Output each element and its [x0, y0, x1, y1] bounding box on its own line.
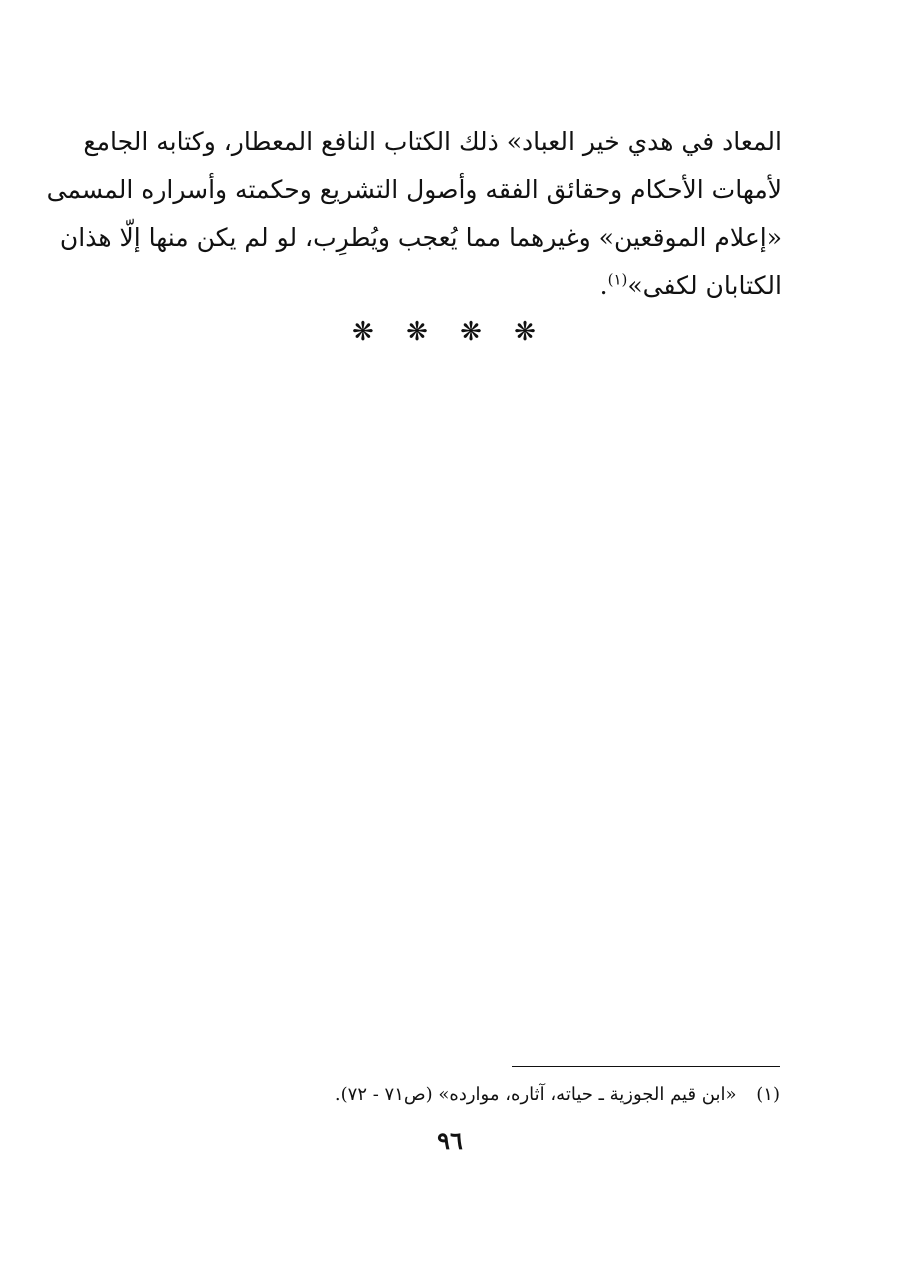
footnote-separator-rule [512, 1066, 780, 1067]
body-line-4-text: الكتابان لكفى» [627, 271, 782, 300]
section-divider-ornament: ❋ ❋ ❋ ❋ [352, 317, 548, 347]
footnote-reference: (١) [607, 270, 628, 289]
body-paragraph [46, 118, 782, 310]
end-period: . [599, 271, 608, 300]
body-line-3: «إعلام الموقعين» وغيرهما مما يُعجب ويُطرِب، لو لم يكن منها إلّا هذان [59, 223, 782, 252]
page-number: ٩٦ [437, 1126, 463, 1155]
body-line-2: لأمهات الأحكام وحقائق الفقه وأصول التشريع وحكمته وأسراره المسمى [46, 175, 782, 204]
body-line-1: المعاد في هدي خير العباد» ذلك الكتاب النافع المعطار، وكتابه الجامع [83, 127, 782, 156]
footnote-number: (١) [756, 1084, 780, 1105]
body-line-4 [120, 262, 782, 310]
footnote-text: «ابن قيم الجوزية ـ حياته، آثاره، موارده» (ص٧١ - ٧٢). [334, 1084, 737, 1105]
footnote [118, 1080, 780, 1110]
